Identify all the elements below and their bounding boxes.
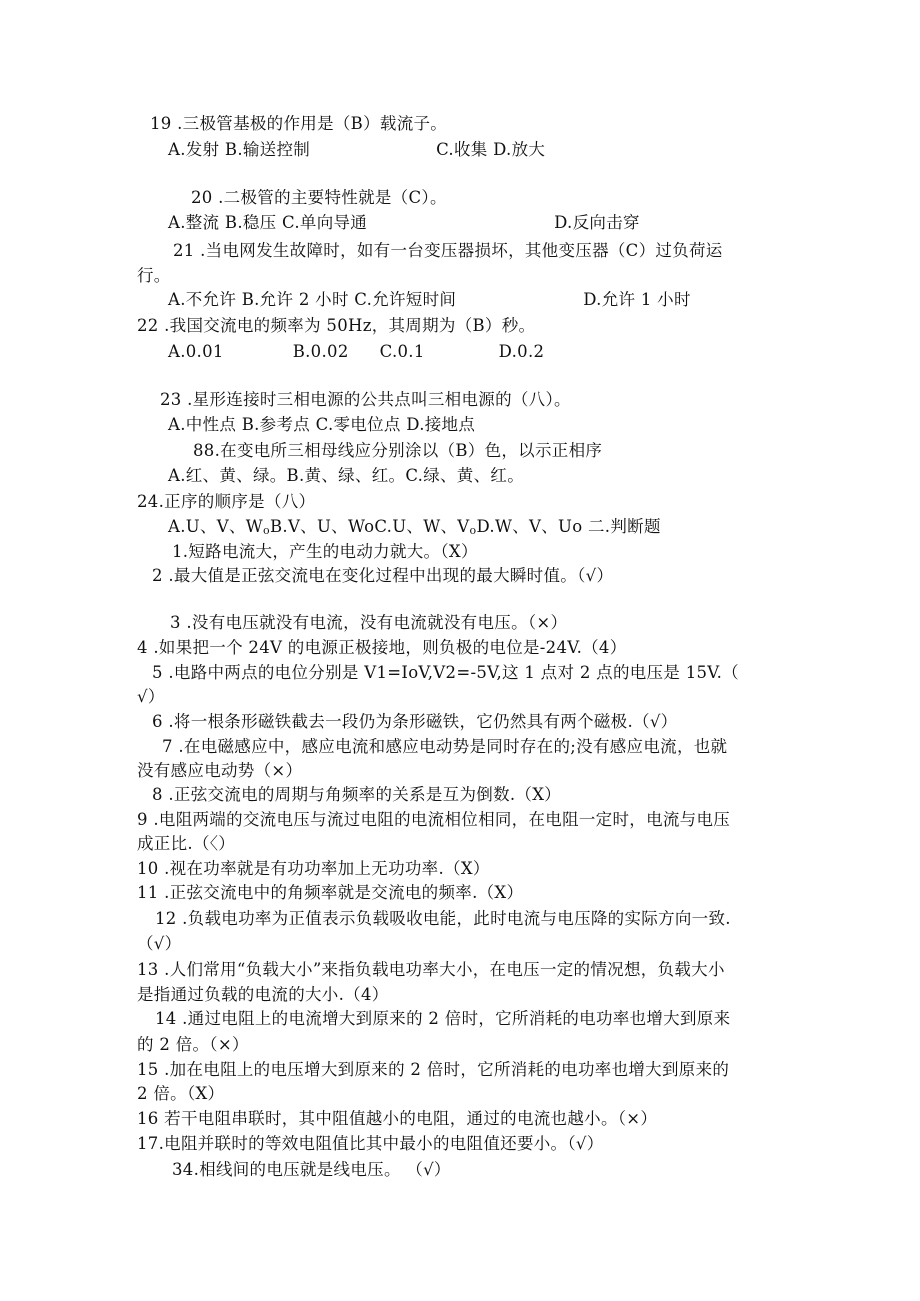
question-23-options: A.中性点 B.参考点 C.零电位点 D.接地点 bbox=[168, 415, 476, 434]
question-23: 23 .星形连接时三相电源的公共点叫三相电源的（八）。 bbox=[160, 390, 571, 409]
option-bc-text: B.V、U、WoC.U、W、V bbox=[269, 517, 470, 536]
judgment-2: 2 .最大值是正弦交流电在变化过程中出现的最大瞬时值。（√） bbox=[152, 566, 614, 585]
judgment-13-cont: 是指通过负载的电流的大小.（4） bbox=[137, 985, 389, 1004]
judgment-1: 1.短路电流大，产生的电动力就大。（X） bbox=[172, 542, 478, 561]
question-22: 22 .我国交流电的频率为 50Hz，其周期为（B）秒。 bbox=[137, 316, 536, 335]
judgment-12: 12 .负载电功率为正值表示负载吸收电能，此时电流与电压降的实际方向一致. bbox=[155, 909, 731, 928]
question-88-options: A.红、黄、绿。B.黄、绿、红。C.绿、黄、红。 bbox=[168, 466, 525, 485]
judgment-10: 10 .视在功率就是有功功率加上无功功率.（X） bbox=[137, 859, 490, 878]
question-21-cont: 行。 bbox=[137, 266, 171, 285]
option-d-and-section-heading: D.W、V、Uo 二.判断题 bbox=[476, 517, 661, 536]
judgment-15-cont: 2 倍。（X） bbox=[137, 1084, 225, 1103]
question-19-options bbox=[168, 139, 545, 161]
option-group-abc: A.不允许 B.允许 2 小时 C.允许短时间 bbox=[168, 290, 457, 309]
judgment-6: 6 .将一根条形磁铁截去一段仍为条形磁铁，它仍然具有两个磁极.（√） bbox=[152, 712, 678, 731]
judgment-3: 3 .没有电压就没有电流，没有电流就没有电压。（×） bbox=[170, 613, 568, 632]
judgment-13: 13 .人们常用“负载大小”来指负载电功率大小，在电压一定的情况想，负载大小 bbox=[137, 960, 725, 979]
judgment-9: 9 .电阻两端的交流电压与流过电阻的电流相位相同，在电阻一定时，电流与电压 bbox=[137, 810, 731, 829]
judgment-5-cont: √） bbox=[137, 687, 165, 706]
judgment-7: 7 .在电磁感应中，感应电流和感应电动势是同时存在的;没有感应电流，也就 bbox=[162, 737, 728, 756]
judgment-14: 14 .通过电阻上的电流增大到原来的 2 倍时，它所消耗的电功率也增大到原来 bbox=[155, 1009, 731, 1028]
question-20: 20 .二极管的主要特性就是（C）。 bbox=[191, 188, 447, 207]
question-22-options bbox=[168, 341, 544, 363]
option-c: C.0.1 bbox=[379, 342, 425, 361]
question-24-options bbox=[168, 516, 661, 542]
question-21: 21 .当电网发生故障时，如有一台变压器损坏，其他变压器（C）过负荷运 bbox=[173, 241, 723, 260]
judgment-17: 17.电阻并联时的等效电阻值比其中最小的电阻值还要小。（√） bbox=[137, 1134, 604, 1153]
option-d: D.允许 1 小时 bbox=[583, 290, 691, 309]
judgment-34: 34.相线间的电压就是线电压。 （√） bbox=[172, 1160, 451, 1179]
question-20-options bbox=[168, 212, 640, 234]
option-group-ab: A.发射 B.输送控制 bbox=[168, 140, 311, 159]
question-19: 19 .三极管基极的作用是（B）载流子。 bbox=[150, 114, 448, 133]
option-a: A.0.01 bbox=[168, 342, 224, 361]
judgment-12-cont: （√） bbox=[137, 934, 182, 953]
judgment-11: 11 .正弦交流电中的角频率就是交流电的频率.（X） bbox=[137, 883, 524, 902]
question-88: 88.在变电所三相母线应分别涂以（B）色，以示正相序 bbox=[193, 441, 603, 460]
judgment-15: 15 .加在电阻上的电压增大到原来的 2 倍时，它所消耗的电功率也增大到原来的 bbox=[137, 1060, 730, 1079]
option-group-cd: C.收集 D.放大 bbox=[436, 140, 546, 159]
option-d: D.0.2 bbox=[498, 342, 545, 361]
option-a-subscript: o bbox=[263, 524, 270, 537]
judgment-14-cont: 的 2 倍。（×） bbox=[137, 1035, 249, 1054]
option-group-abc: A.整流 B.稳压 C.单向导通 bbox=[168, 213, 368, 232]
judgment-7-cont: 没有感应电动势（×） bbox=[137, 761, 303, 780]
option-a-text: A.U、V、W bbox=[168, 517, 264, 536]
option-b: B.0.02 bbox=[292, 342, 349, 361]
judgment-5: 5 .电路中两点的电位分别是 V1=IoV,V2=-5V,这 1 点对 2 点的电压是 15V.（ bbox=[152, 663, 739, 682]
judgment-4: 4 .如果把一个 24V 的电源正极接地，则负极的电位是-24V.（4） bbox=[137, 638, 627, 657]
option-c-subscript: o bbox=[469, 524, 477, 537]
option-d: D.反向击穿 bbox=[554, 213, 640, 232]
judgment-8: 8 .正弦交流电的周期与角频率的关系是互为倒数.（X） bbox=[152, 785, 562, 804]
judgment-9-cont: 成正比.（〈） bbox=[137, 834, 236, 853]
question-21-options bbox=[168, 289, 691, 311]
question-24: 24.正序的顺序是（八） bbox=[137, 492, 316, 511]
judgment-16: 16 若干电阻串联时，其中阻值越小的电阻，通过的电流也越小。（×） bbox=[137, 1109, 658, 1128]
